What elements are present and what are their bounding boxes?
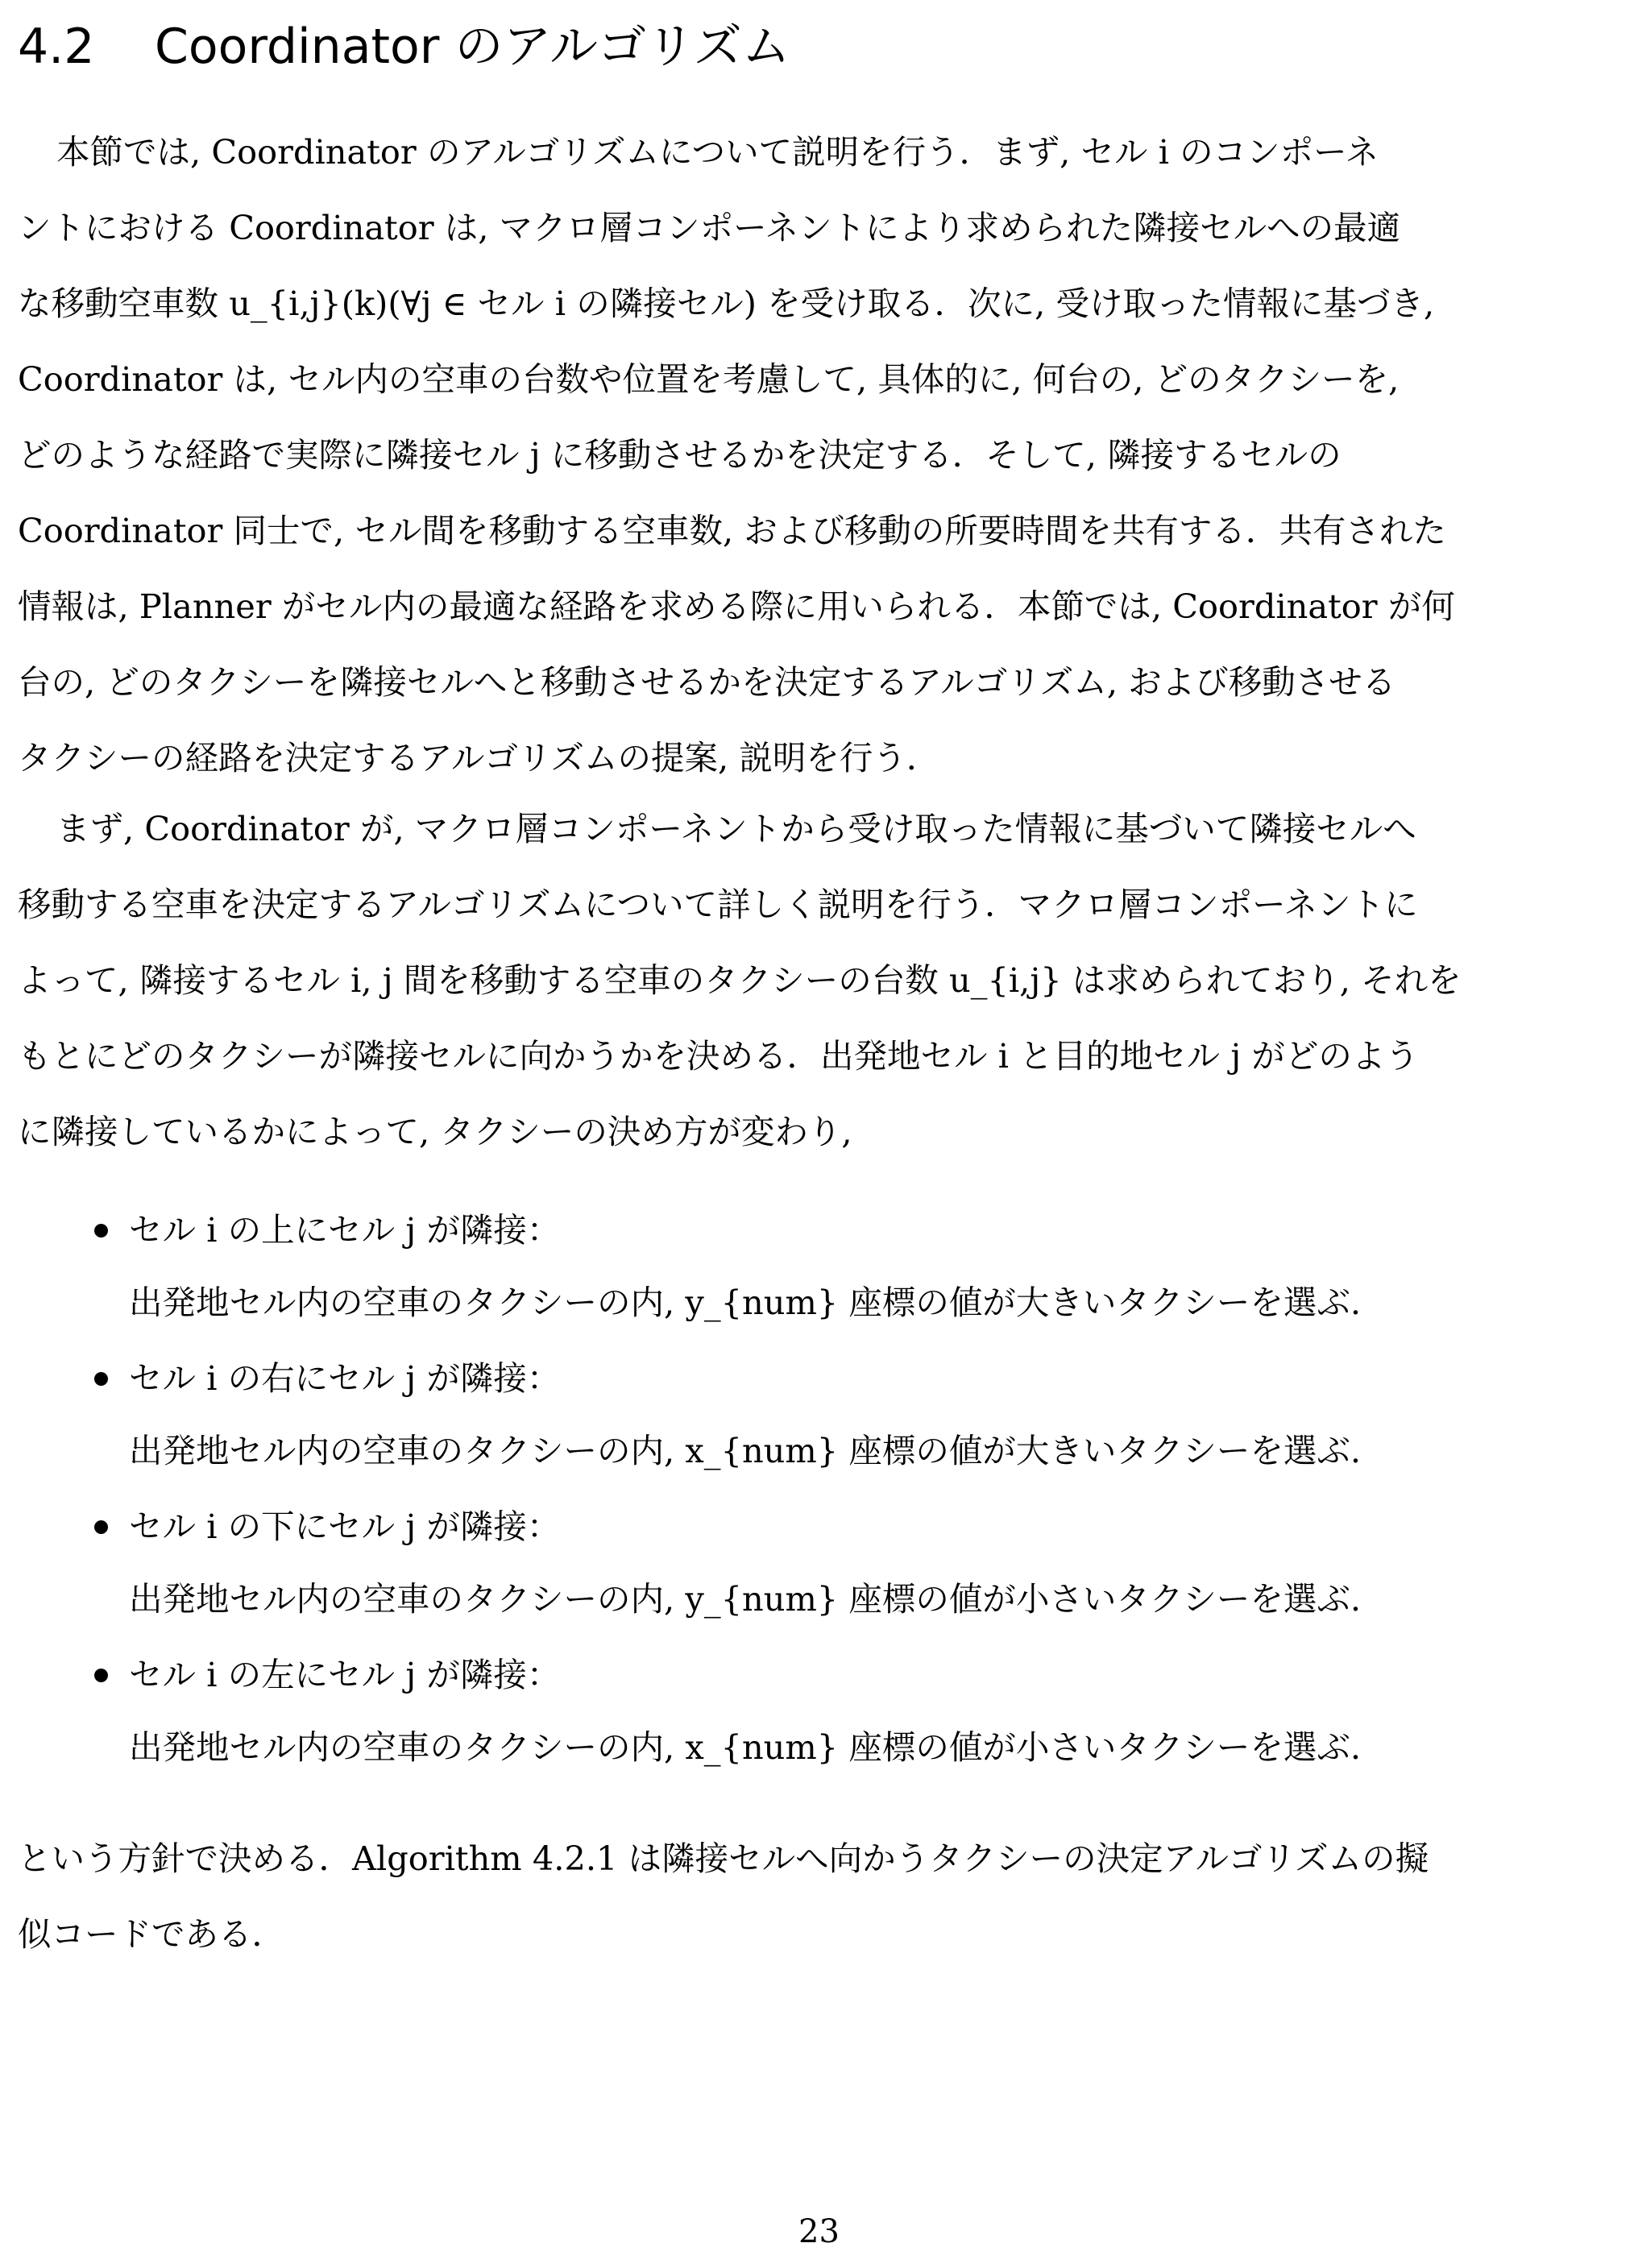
list-item [0,1192,1638,1341]
text-line: もとにどのタクシーが隣接セルに向かうかを決める．出発地セル i と目的地セル j がどのよう [18,1036,1419,1076]
bullet-icon [94,1372,108,1386]
bullet-icon [94,1224,108,1238]
rule-condition: セル i の下にセル j が隣接： [129,1507,561,1546]
paragraph-3 [18,1821,1621,1972]
rule-action: 出発地セル内の空車のタクシーの内, y_{num} 座標の値が小さいタクシーを選ぶ. [129,1579,1362,1619]
bullet-icon [94,1520,108,1534]
rule-condition: セル i の左にセル j が隣接： [129,1655,561,1694]
rule-condition: セル i の右にセル j が隣接： [129,1358,561,1398]
list-item [0,1637,1638,1785]
text-line: な移動空車数 u_{i,j}(k)(∀j ∈ セル i の隣接セル) を受け取る．次に, 受け取った情報に基づき, [18,284,1435,323]
list-item [0,1489,1638,1637]
rule-action: 出発地セル内の空車のタクシーの内, y_{num} 座標の値が大きいタクシーを選ぶ. [129,1283,1362,1322]
paragraph-2 [18,791,1621,1170]
text-line: Coordinator は, セル内の空車の台数や位置を考慮して, 具体的に, 何台の, どのタクシーを, [18,359,1400,399]
section-title: Coordinator のアルゴリズム [155,19,790,75]
text-line: どのような経路で実際に隣接セル j に移動させるかを決定する．そして, 隣接するセルの [18,435,1342,475]
rule-action: 出発地セル内の空車のタクシーの内, x_{num} 座標の値が大きいタクシーを選ぶ. [129,1431,1362,1470]
text-line: という方針で決める．Algorithm 4.2.1 は隣接セルへ向かうタクシーの決定アルゴリズムの擬 [18,1839,1429,1878]
text-line: 情報は, Planner がセル内の最適な経路を求める際に用いられる．本節では, Coordinator が何 [18,587,1455,626]
paragraph-1 [18,114,1621,796]
text-line: 移動する空車を決定するアルゴリズムについて詳しく説明を行う．マクロ層コンポーネントに [18,885,1418,924]
rule-condition: セル i の上にセル j が隣接： [129,1210,561,1250]
section-number: 4.2 [18,19,95,75]
text-line: 似コードである． [18,1914,286,1954]
rule-list [0,1192,1638,1785]
text-line: ントにおける Coordinator は, マクロ層コンポーネントにより求められた隣接セルへの最適 [18,208,1401,247]
text-line: 本節では, Coordinator のアルゴリズムについて説明を行う．まず, セル i のコンポーネ [56,132,1379,172]
text-line: Coordinator 同士で, セル間を移動する空車数, および移動の所要時間を共有する．共有された [18,511,1446,550]
section-heading [18,15,790,79]
list-item [0,1341,1638,1489]
bullet-icon [94,1669,108,1682]
text-line: タクシーの経路を決定するアルゴリズムの提案, 説明を行う． [18,738,940,777]
text-line: 台の, どのタクシーを隣接セルへと移動させるかを決定するアルゴリズム, および移動させる [18,662,1396,702]
text-line: よって, 隣接するセル i, j 間を移動する空車のタクシーの台数 u_{i,j} は求められており, それを [18,960,1462,1000]
rule-action: 出発地セル内の空車のタクシーの内, x_{num} 座標の値が小さいタクシーを選ぶ. [129,1727,1362,1767]
text-line: に隣接しているかによって, タクシーの決め方が変わり, [18,1112,852,1151]
text-line: まず, Coordinator が, マクロ層コンポーネントから受け取った情報に基づいて隣接セルへ [56,809,1416,848]
page-number: 23 [798,2213,840,2250]
